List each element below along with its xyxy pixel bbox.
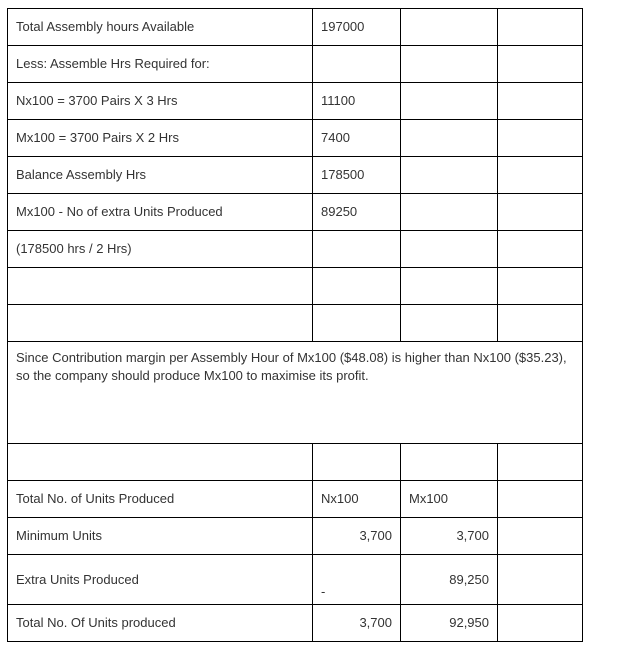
empty-cell bbox=[401, 444, 498, 481]
mx100-value: 92,950 bbox=[401, 605, 498, 642]
empty-cell bbox=[313, 46, 401, 83]
empty-cell bbox=[313, 268, 401, 305]
empty-cell bbox=[401, 83, 498, 120]
empty-cell bbox=[498, 120, 583, 157]
empty-cell bbox=[498, 157, 583, 194]
row-label: Total No. Of Units produced bbox=[8, 605, 313, 642]
empty-cell bbox=[401, 268, 498, 305]
empty-cell bbox=[401, 46, 498, 83]
nx100-cell bbox=[313, 555, 401, 605]
empty-cell bbox=[498, 518, 583, 555]
empty-cell bbox=[401, 305, 498, 342]
empty-cell bbox=[8, 268, 313, 305]
table-row bbox=[8, 46, 583, 83]
empty-cell bbox=[401, 194, 498, 231]
nx100-value: 3,700 bbox=[313, 518, 401, 555]
empty-cell bbox=[401, 120, 498, 157]
table-row bbox=[8, 605, 583, 642]
row-label: Nx100 = 3700 Pairs X 3 Hrs bbox=[8, 83, 313, 120]
empty-cell bbox=[498, 194, 583, 231]
empty-cell bbox=[498, 605, 583, 642]
empty-cell bbox=[401, 231, 498, 268]
table-row bbox=[8, 83, 583, 120]
row-label: Mx100 - No of extra Units Produced bbox=[8, 194, 313, 231]
row-label: Total Assembly hours Available bbox=[8, 9, 313, 46]
empty-cell bbox=[313, 444, 401, 481]
empty-cell bbox=[401, 157, 498, 194]
row-label: Balance Assembly Hrs bbox=[8, 157, 313, 194]
empty-cell bbox=[498, 305, 583, 342]
empty-cell bbox=[498, 231, 583, 268]
table-row bbox=[8, 231, 583, 268]
table-row bbox=[8, 9, 583, 46]
mx100-value: 3,700 bbox=[401, 518, 498, 555]
row-label: (178500 hrs / 2 Hrs) bbox=[8, 231, 313, 268]
table-row bbox=[8, 555, 583, 605]
table-row bbox=[8, 518, 583, 555]
table-row bbox=[8, 305, 583, 342]
empty-cell bbox=[313, 231, 401, 268]
row-label: Extra Units Produced bbox=[8, 555, 313, 605]
assembly-hours-table bbox=[7, 8, 583, 642]
units-header-row bbox=[8, 481, 583, 518]
empty-cell bbox=[498, 555, 583, 605]
table-row bbox=[8, 120, 583, 157]
table-row bbox=[8, 194, 583, 231]
column-header-mx100: Mx100 bbox=[401, 481, 498, 518]
empty-cell bbox=[313, 305, 401, 342]
mx100-value: 89,250 bbox=[401, 555, 498, 605]
empty-cell bbox=[498, 9, 583, 46]
conclusion-note: Since Contribution margin per Assembly Hour of Mx100 ($48.08) is higher than Nx100 ($35.23), so the company should produce Mx100 to maximise its profit. bbox=[8, 342, 583, 444]
nx100-value: - bbox=[321, 584, 326, 599]
empty-cell bbox=[8, 444, 313, 481]
note-row bbox=[8, 342, 583, 444]
row-value: 197000 bbox=[313, 9, 401, 46]
empty-cell bbox=[401, 9, 498, 46]
empty-cell bbox=[498, 444, 583, 481]
row-label: Mx100 = 3700 Pairs X 2 Hrs bbox=[8, 120, 313, 157]
empty-cell bbox=[498, 83, 583, 120]
units-header-label: Total No. of Units Produced bbox=[8, 481, 313, 518]
column-header-nx100: Nx100 bbox=[313, 481, 401, 518]
empty-cell bbox=[498, 46, 583, 83]
row-label: Minimum Units bbox=[8, 518, 313, 555]
row-value: 7400 bbox=[313, 120, 401, 157]
empty-cell bbox=[498, 268, 583, 305]
empty-cell bbox=[498, 481, 583, 518]
row-value: 89250 bbox=[313, 194, 401, 231]
row-value: 178500 bbox=[313, 157, 401, 194]
empty-cell bbox=[8, 305, 313, 342]
table-row bbox=[8, 268, 583, 305]
table-row bbox=[8, 157, 583, 194]
row-value: 11100 bbox=[313, 83, 401, 120]
nx100-value: 3,700 bbox=[313, 605, 401, 642]
table-row bbox=[8, 444, 583, 481]
row-label: Less: Assemble Hrs Required for: bbox=[8, 46, 313, 83]
